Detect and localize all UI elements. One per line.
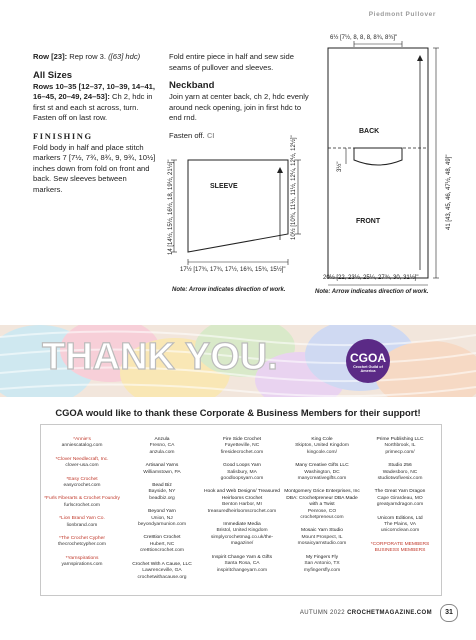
member-name: Many Creative Gifts LLC (295, 463, 349, 469)
cgoa-logo-subtitle: Crochet Guild of America (353, 365, 383, 373)
member-name: *Annie's (73, 437, 91, 442)
member-info: Benton Harbor, MI treasuredheirloomscrochet.com (207, 502, 277, 514)
sleeve-label: SLEEVE (210, 183, 238, 190)
member-name: *The Crochet Cypher (59, 536, 105, 542)
member-info: Lawrenceville, GA crochetwithacause.org (137, 568, 187, 580)
member-info: Northbrook, IL primecp.com/ (384, 443, 416, 455)
member-info: Santa Rosa, CA inspiritchangeyarn.com (216, 561, 268, 573)
pattern-right-column (169, 52, 309, 149)
footer-issue: AUTUMN 2022 (299, 610, 348, 616)
sleeve-top-dim: 14 [14½, 15½, 16½, 18, 19½, 21½]" (168, 159, 174, 255)
member-name: Studio 256 (388, 463, 412, 469)
member-name: Immediate Media (223, 522, 261, 528)
rows-text: Ch 2, hdc in first st and each st across, turn. Fasten off on last row. (33, 92, 153, 123)
body-bottom-dim: 20½ [22, 23½, 25¼, 27¾, 30, 31½]" (323, 275, 419, 281)
body-top-dim: 6½ [7½, 8, 8, 8, 8¾, 8¾]" (330, 35, 398, 41)
members-column-3 (203, 437, 281, 581)
member-name: Prime Publishing LLC (376, 437, 424, 442)
banner-title: THANK YOU. (42, 336, 278, 378)
body-neck-dim: 3½" (337, 161, 343, 172)
row23-text: Rep row 3. (67, 52, 109, 61)
end-mark: CI (206, 130, 215, 140)
members-column-1 (43, 437, 121, 576)
sleeve-note: Note: Arrow indicates direction of work. (172, 287, 286, 293)
sleeve-side-dim: 10½ [10¾, 11½, 11½, 12¼, 12½, 12½]" (291, 135, 297, 240)
member-info: Salisbury, MA goodloopsyarn.com (220, 469, 264, 482)
member-name: Artisanal Yarns (145, 463, 179, 469)
member-name: *Furls Fiberarts & Crochet Foundry (44, 496, 120, 502)
member-info: Fresno, CA anzula.com (149, 443, 175, 455)
member-name: Mosaic Yarn Studio (301, 528, 343, 534)
member-info: Fayetteville, NC firesidecrochet.com (220, 443, 264, 455)
all-sizes-heading: All Sizes (33, 69, 73, 81)
member-info: lionbrand.com (66, 522, 98, 528)
member-info: Bayside, NY beadbiz.org (148, 489, 176, 501)
member-info: The Plains, VA unicornclean.com (380, 522, 420, 534)
member-name: *Yarnspirations (65, 555, 99, 561)
rows-paragraph (33, 82, 157, 124)
member-name: Inspirit Change Yarn & Gifts (211, 554, 273, 560)
row23-stitches: ([63] hdc) (108, 52, 141, 61)
finishing-text: Fold body in half and place stitch markers 7 [7½, 7¾, 8¾, 9, 9¾, 10½] inches down from fold on front and back. Sew sleeves between markers. (33, 142, 156, 194)
neckband-text: Join yarn at center back, ch 2, hdc evenly around neck opening, join in first hdc to end rnd. (169, 92, 309, 123)
neck-opening (354, 148, 402, 165)
member-name: Cre8tion Crochet (143, 535, 181, 541)
member-info: Williamstown, PA (143, 469, 181, 475)
running-head: Piedmont Pullover (368, 11, 436, 18)
pattern-left-column (33, 52, 157, 203)
member-name: *Easy Crochet (66, 476, 98, 482)
member-info: easycrochet.com (63, 483, 101, 489)
member-name: Montgomery Grice Enterprises, Inc DBA: Crochetpreneur DBA Made with a Twist (284, 489, 360, 508)
row23-label: Row [23]: (33, 52, 68, 61)
member-name: Hook and Web Designs/ Treasured Heirlooms Crochet (203, 489, 281, 501)
body-side-dim: 41 [43, 45, 46, 47½, 48, 49]" (446, 154, 452, 230)
finishing-heading: FINISHING (33, 130, 93, 141)
member-name: My Fingers Fly (305, 554, 339, 560)
members-column-2 (123, 437, 201, 588)
front-label: FRONT (356, 218, 381, 225)
page-footer (300, 610, 432, 616)
member-info: yarnspirations.com (61, 562, 103, 568)
page-number: 31 (440, 604, 458, 622)
cgoa-logo-text: CGOA (350, 351, 386, 365)
member-info: San Antonio, TX myfingersfly.com (303, 561, 341, 573)
member-info: furlscrochet.com (64, 502, 100, 508)
member-name: Unicorn Editions, Ltd (377, 515, 423, 521)
member-name: The Great Yarn Dragon (374, 489, 426, 495)
member-info: thecrochetcypher.com (58, 542, 106, 548)
members-box (40, 424, 442, 596)
member-name: Good Loops Yarn (223, 463, 261, 469)
member-info: Skipton, United Kingdom kingcole.com/ (295, 443, 349, 455)
fasten-off-text: Fasten off. (169, 130, 207, 140)
member-name: King Cole (311, 437, 333, 442)
member-info: Hubert, NC cre8tioncrochet.com (139, 541, 185, 554)
member-info: Penrose, CO crochetpreneur.com (300, 508, 344, 521)
members-column-5 (361, 437, 439, 562)
member-info: Washington, DC manycreativegifts.com (297, 469, 347, 482)
row23-paragraph (33, 52, 157, 63)
member-info: Bristol, United Kingdom simplycrochetmag.co.uk/the-magazine/ (210, 528, 274, 547)
members-column-4 (283, 437, 361, 581)
member-info: anniescatalog.com (61, 443, 103, 449)
member-info: clover-usa.com (65, 463, 99, 469)
member-info: Wadesboro, NC studiotwofivesix.com (377, 469, 423, 482)
member-name: Beyond Yarn (148, 509, 176, 515)
neckband-heading: Neckband (169, 80, 215, 92)
member-name: Crochet With A Cause, LLC (132, 561, 192, 567)
member-name: *Clover Needlecraft, Inc. (55, 456, 109, 462)
sleeve-bottom-dim: 17½ [17¾, 17¾, 17½, 16¾, 15¾, 15½]" (180, 267, 286, 273)
rows-label: Rows 10–35 [12–37, 10–39, 14–41, 16–45, 20–49, 24–53]: (33, 81, 156, 102)
member-info: Union, NJ beyondyarnunion.com (137, 515, 187, 528)
body-note: Note: Arrow indicates direction of work. (315, 289, 429, 295)
thanks-heading: CGOA would like to thank these Corporate & Business Members for their support! (55, 407, 421, 418)
member-name: Anzula (154, 437, 170, 442)
member-name: Fire Side Crochet (222, 437, 262, 442)
member-info: Mount Prospect, IL mosaicyarnstudio.com (297, 534, 347, 547)
fold-text: Fold entire piece in half and sew side seams of pullover and sleeves. (169, 52, 294, 72)
member-name: *Lion Brand Yarn Co. (59, 516, 105, 522)
back-label: BACK (359, 128, 380, 135)
member-info: Cape Girardeau, MO greatyarndragon.com (376, 495, 424, 508)
members-legend: *CORPORATE MEMBERS BUSINESS MEMBERS (370, 541, 430, 554)
member-name: Bead Biz (152, 483, 172, 489)
sleeve-shape (188, 160, 288, 252)
footer-site: CROCHETMAGAZINE.COM (347, 610, 432, 616)
